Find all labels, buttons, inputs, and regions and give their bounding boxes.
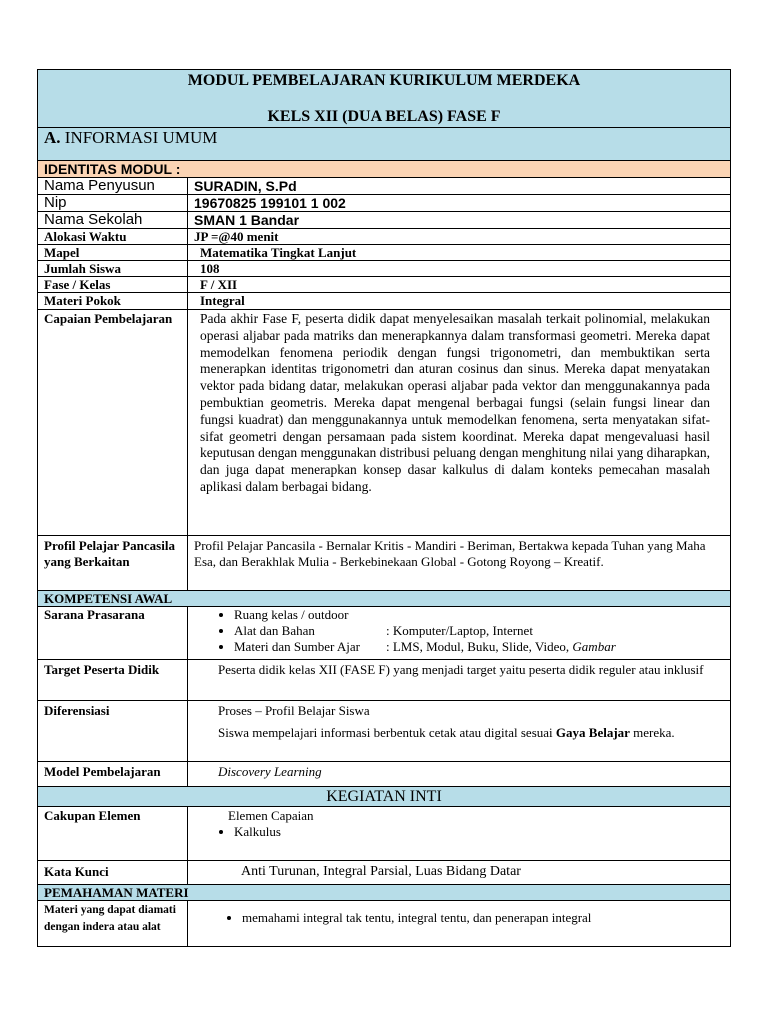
- sarana-label: Sarana Prasarana: [38, 607, 188, 660]
- diferensiasi-line2: [218, 725, 724, 741]
- profil-row: [38, 536, 731, 591]
- identitas-value: SURADIN, S.Pd: [188, 178, 731, 195]
- pemahaman-row: [38, 885, 731, 901]
- module-subtitle: KELS XII (DUA BELAS) FASE F: [267, 108, 501, 125]
- detail-value: F / XII: [188, 277, 731, 293]
- kompetensi-heading: KOMPETENSI AWAL: [38, 591, 731, 607]
- detail-row-alokasi: [38, 229, 731, 245]
- detail-label: Jumlah Siswa: [38, 261, 188, 277]
- identitas-value: SMAN 1 Bandar: [188, 212, 731, 229]
- profil-label: Profil Pelajar Pancasila yang Berkaitan: [38, 536, 188, 591]
- sarana-item-italic: Gambar: [572, 639, 616, 654]
- detail-label: Mapel: [38, 245, 188, 261]
- capaian-row: [38, 310, 731, 536]
- identitas-row-nip: [38, 195, 731, 212]
- detail-label: Fase / Kelas: [38, 277, 188, 293]
- cakupan-row: [38, 807, 731, 861]
- diferensiasi-cell: [188, 701, 731, 762]
- identitas-label: Nama Penyusun: [38, 178, 188, 195]
- sarana-item: [234, 623, 724, 639]
- sarana-row: [38, 607, 731, 660]
- detail-value: Matematika Tingkat Lanjut: [188, 245, 731, 261]
- materi-label: Materi yang dapat diamati dengan indera atau alat: [38, 901, 188, 947]
- kata-kunci-row: [38, 861, 731, 885]
- diferensiasi-row: [38, 701, 731, 762]
- cakupan-cell: [188, 807, 731, 861]
- model-value: Discovery Learning: [188, 762, 731, 787]
- materi-list: [216, 910, 724, 926]
- capaian-text: Pada akhir Fase F, peserta didik dapat menyelesaikan masalah terkait polinomial, melakukan operasi aljabar pada matriks dan menerapkannya dalam transformasi geometri. Mereka dapat memodelkan fenomena periodik dengan fungsi trigonometri, dan membuktikan serta menerapkan identitas trigonometri dan aturan cosinus dan sinus. Mereka dapat menyatakan vektor pada bidang datar, melakukan operasi aljabar pada vektor dan menggunakannya pada pembuktian geometris. Mereka dapat mengenal berbagai fungsi (selain fungsi linear dan fungsi kuadrat) dan menggunakannya untuk memodelkan fenomena, serta menyatakan sifat-sifat geometri dengan persamaan pada sistem koordinat. Mereka dapat mengevaluasi hasil keputusan dengan menggunakan distribusi peluang dengan menghitung nilai yang diharapkan, dan juga dapat menerapkan konsep dasar kalkulus di dalam konteks pemecahan masalah aplikasi dalam berbagai bidang.: [188, 310, 731, 536]
- target-text: Peserta didik kelas XII (FASE F) yang menjadi target yaitu peserta didik reguler atau inklusif: [188, 660, 731, 701]
- module-table: [37, 69, 731, 947]
- info-umum-row: [38, 128, 731, 161]
- identitas-row: [38, 161, 731, 178]
- sarana-item-label: Materi dan Sumber Ajar: [234, 639, 360, 654]
- identitas-label: Nama Sekolah: [38, 212, 188, 229]
- detail-label: Alokasi Waktu: [38, 229, 188, 245]
- info-umum-heading: [38, 128, 731, 161]
- diferensiasi-label: Diferensiasi: [38, 701, 188, 762]
- model-label: Model Pembelajaran: [38, 762, 188, 787]
- kompetensi-row: [38, 591, 731, 607]
- cakupan-label: Cakupan Elemen: [38, 807, 188, 861]
- module-document: [37, 69, 731, 947]
- sarana-item: • Ruang kelas / outdoor: [234, 607, 724, 623]
- capaian-label: Capaian Pembelajaran: [38, 310, 188, 536]
- detail-row-mapel: [38, 245, 731, 261]
- materi-item: • memahami integral tak tentu, integral tentu, dan penerapan integral: [242, 910, 724, 926]
- sarana-item: [234, 639, 724, 655]
- model-row: [38, 762, 731, 787]
- cakupan-item: • Kalkulus: [234, 824, 724, 840]
- detail-row-jumlah: [38, 261, 731, 277]
- detail-value: Integral: [188, 293, 731, 310]
- diferensiasi-post: mereka.: [633, 725, 675, 740]
- kata-kunci-label: Kata Kunci: [38, 861, 188, 885]
- pemahaman-heading: PEMAHAMAN MATERI: [38, 885, 731, 901]
- sarana-item-value: : LMS, Modul, Buku, Slide, Video,: [386, 639, 570, 654]
- sarana-list-cell: [188, 607, 731, 660]
- module-title: MODUL PEMBELAJARAN KURIKULUM MERDEKA: [187, 72, 581, 89]
- info-umum-prefix: A.: [44, 128, 61, 147]
- materi-row: [38, 901, 731, 947]
- identitas-heading: IDENTITAS MODUL :: [38, 161, 731, 178]
- materi-cell: [188, 901, 731, 947]
- info-umum-label: INFORMASI UMUM: [64, 128, 218, 147]
- detail-label: Materi Pokok: [38, 293, 188, 310]
- target-label: Target Peserta Didik: [38, 660, 188, 701]
- header-cell: [38, 70, 731, 128]
- target-row: [38, 660, 731, 701]
- identitas-row-sekolah: [38, 212, 731, 229]
- detail-row-fase: [38, 277, 731, 293]
- kegiatan-row: [38, 787, 731, 807]
- kegiatan-heading: KEGIATAN INTI: [38, 787, 731, 807]
- sarana-list: [208, 607, 724, 655]
- diferensiasi-pre: Siswa mempelajari informasi berbentuk cetak atau digital sesuai: [218, 725, 553, 740]
- detail-value: JP =@40 menit: [188, 229, 731, 245]
- detail-value: 108: [188, 261, 731, 277]
- identitas-row-penyusun: [38, 178, 731, 195]
- sarana-item-value: : Komputer/Laptop, Internet: [386, 623, 533, 638]
- detail-row-materi: [38, 293, 731, 310]
- header-row: [38, 70, 731, 128]
- identitas-value: 19670825 199101 1 002: [188, 195, 731, 212]
- cakupan-list: [208, 824, 724, 840]
- identitas-label: Nip: [38, 195, 188, 212]
- cakupan-line1: Elemen Capaian: [228, 808, 314, 823]
- sarana-item-label: Alat dan Bahan: [234, 623, 315, 638]
- kata-kunci-value: Anti Turunan, Integral Parsial, Luas Bidang Datar: [188, 861, 731, 885]
- profil-text: Profil Pelajar Pancasila - Bernalar Kritis - Mandiri - Beriman, Bertakwa kepada Tuhan yang Maha Esa, dan Berakhlak Mulia - Berkebinekaan Global - Gotong Royong – Kreatif.: [188, 536, 731, 591]
- diferensiasi-line1: Proses – Profil Belajar Siswa: [218, 703, 370, 718]
- diferensiasi-bold: Gaya Belajar: [555, 725, 630, 740]
